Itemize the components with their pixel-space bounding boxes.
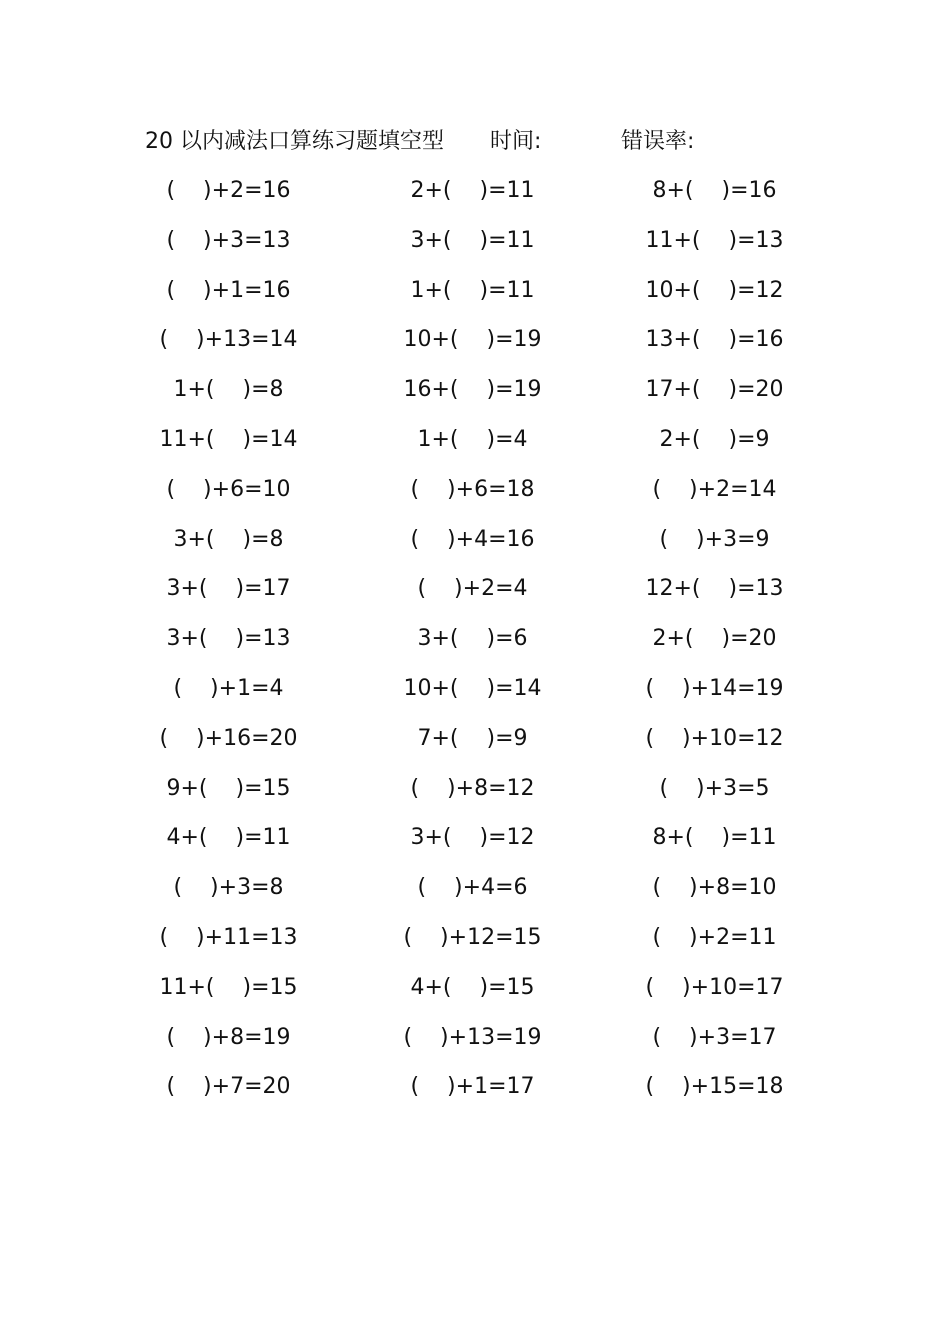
problem-row	[0, 272, 950, 322]
problem-item: ( )+7=20	[166, 1074, 291, 1100]
problem-item: 3+( )=17	[166, 576, 291, 602]
problem-row	[0, 471, 950, 521]
problem-item: 3+( )=11	[410, 227, 535, 253]
problem-item: ( )+13=14	[159, 327, 298, 353]
problem-item: ( )+1=17	[410, 1074, 535, 1100]
problem-row	[0, 620, 950, 670]
problem-item: 9+( )=15	[166, 775, 291, 801]
problem-item: ( )+2=16	[166, 178, 291, 203]
problem-item: 4+( )=15	[410, 974, 535, 1000]
problem-item: ( )+3=9	[659, 526, 770, 552]
problem-row	[0, 570, 950, 620]
problem-item: ( )+6=10	[166, 476, 291, 502]
problem-item: 3+( )=8	[173, 526, 284, 552]
problem-item: 3+( )=12	[410, 825, 535, 851]
problem-item: 16+( )=19	[403, 377, 542, 403]
problem-row	[0, 670, 950, 720]
problem-row	[0, 521, 950, 571]
problem-item: ( )+2=11	[652, 924, 777, 950]
problem-item: ( )+8=10	[652, 875, 777, 901]
problem-item: 10+( )=14	[403, 675, 542, 701]
problem-item: ( )+3=8	[173, 875, 284, 901]
problem-item: 12+( )=13	[645, 576, 784, 602]
problem-row	[0, 919, 950, 969]
problem-grid	[0, 172, 950, 1118]
problem-item: 11+( )=14	[159, 426, 298, 452]
problem-item: ( )+14=19	[645, 675, 784, 701]
problem-item: ( )+15=18	[645, 1074, 784, 1100]
problem-row	[0, 819, 950, 869]
problem-row	[0, 1068, 950, 1118]
problem-item: ( )+8=12	[410, 775, 535, 801]
problem-item: ( )+12=15	[403, 924, 542, 950]
problem-row	[0, 720, 950, 770]
problem-item: 2+( )=9	[659, 426, 770, 452]
problem-item: 17+( )=20	[645, 377, 784, 403]
problem-row	[0, 1019, 950, 1069]
problem-item: 8+( )=11	[652, 825, 777, 851]
problem-row	[0, 770, 950, 820]
problem-item: 10+( )=12	[645, 277, 784, 303]
problem-row	[0, 222, 950, 272]
problem-item: ( )+11=13	[159, 924, 298, 950]
problem-item: 1+( )=11	[410, 277, 535, 303]
time-label: 时间:	[490, 129, 542, 154]
problem-item: ( )+3=5	[659, 775, 770, 801]
problem-item: 3+( )=13	[166, 626, 291, 652]
worksheet-title: 20 以内减法口算练习题填空型	[145, 129, 444, 154]
problem-item: 7+( )=9	[417, 725, 528, 751]
problem-row	[0, 869, 950, 919]
problem-item: ( )+4=6	[417, 875, 528, 901]
problem-item: 1+( )=8	[173, 377, 284, 403]
problem-item: ( )+8=19	[166, 1024, 291, 1050]
problem-item: ( )+4=16	[410, 526, 535, 552]
problem-item: 2+( )=11	[410, 178, 535, 203]
problem-item: ( )+1=16	[166, 277, 291, 303]
problem-item: ( )+3=17	[652, 1024, 777, 1050]
problem-row	[0, 969, 950, 1019]
problem-item: 4+( )=11	[166, 825, 291, 851]
problem-row	[0, 371, 950, 421]
problem-item: ( )+16=20	[159, 725, 298, 751]
problem-item: 1+( )=4	[417, 426, 528, 452]
problem-item: ( )+1=4	[173, 675, 284, 701]
problem-item: ( )+2=14	[652, 476, 777, 502]
problem-row	[0, 172, 950, 222]
problem-item: 11+( )=13	[645, 227, 784, 253]
problem-item: 10+( )=19	[403, 327, 542, 353]
problem-item: 8+( )=16	[652, 178, 777, 203]
problem-item: ( )+6=18	[410, 476, 535, 502]
problem-item: ( )+10=17	[645, 974, 784, 1000]
problem-item: ( )+13=19	[403, 1024, 542, 1050]
problem-item: 2+( )=20	[652, 626, 777, 652]
problem-item: ( )+10=12	[645, 725, 784, 751]
worksheet-header	[145, 125, 845, 159]
problem-row	[0, 321, 950, 371]
error-rate-label: 错误率:	[621, 129, 695, 154]
problem-item: ( )+2=4	[417, 576, 528, 602]
problem-item: 13+( )=16	[645, 327, 784, 353]
problem-item: ( )+3=13	[166, 227, 291, 253]
problem-row	[0, 421, 950, 471]
problem-item: 11+( )=15	[159, 974, 298, 1000]
problem-item: 3+( )=6	[417, 626, 528, 652]
